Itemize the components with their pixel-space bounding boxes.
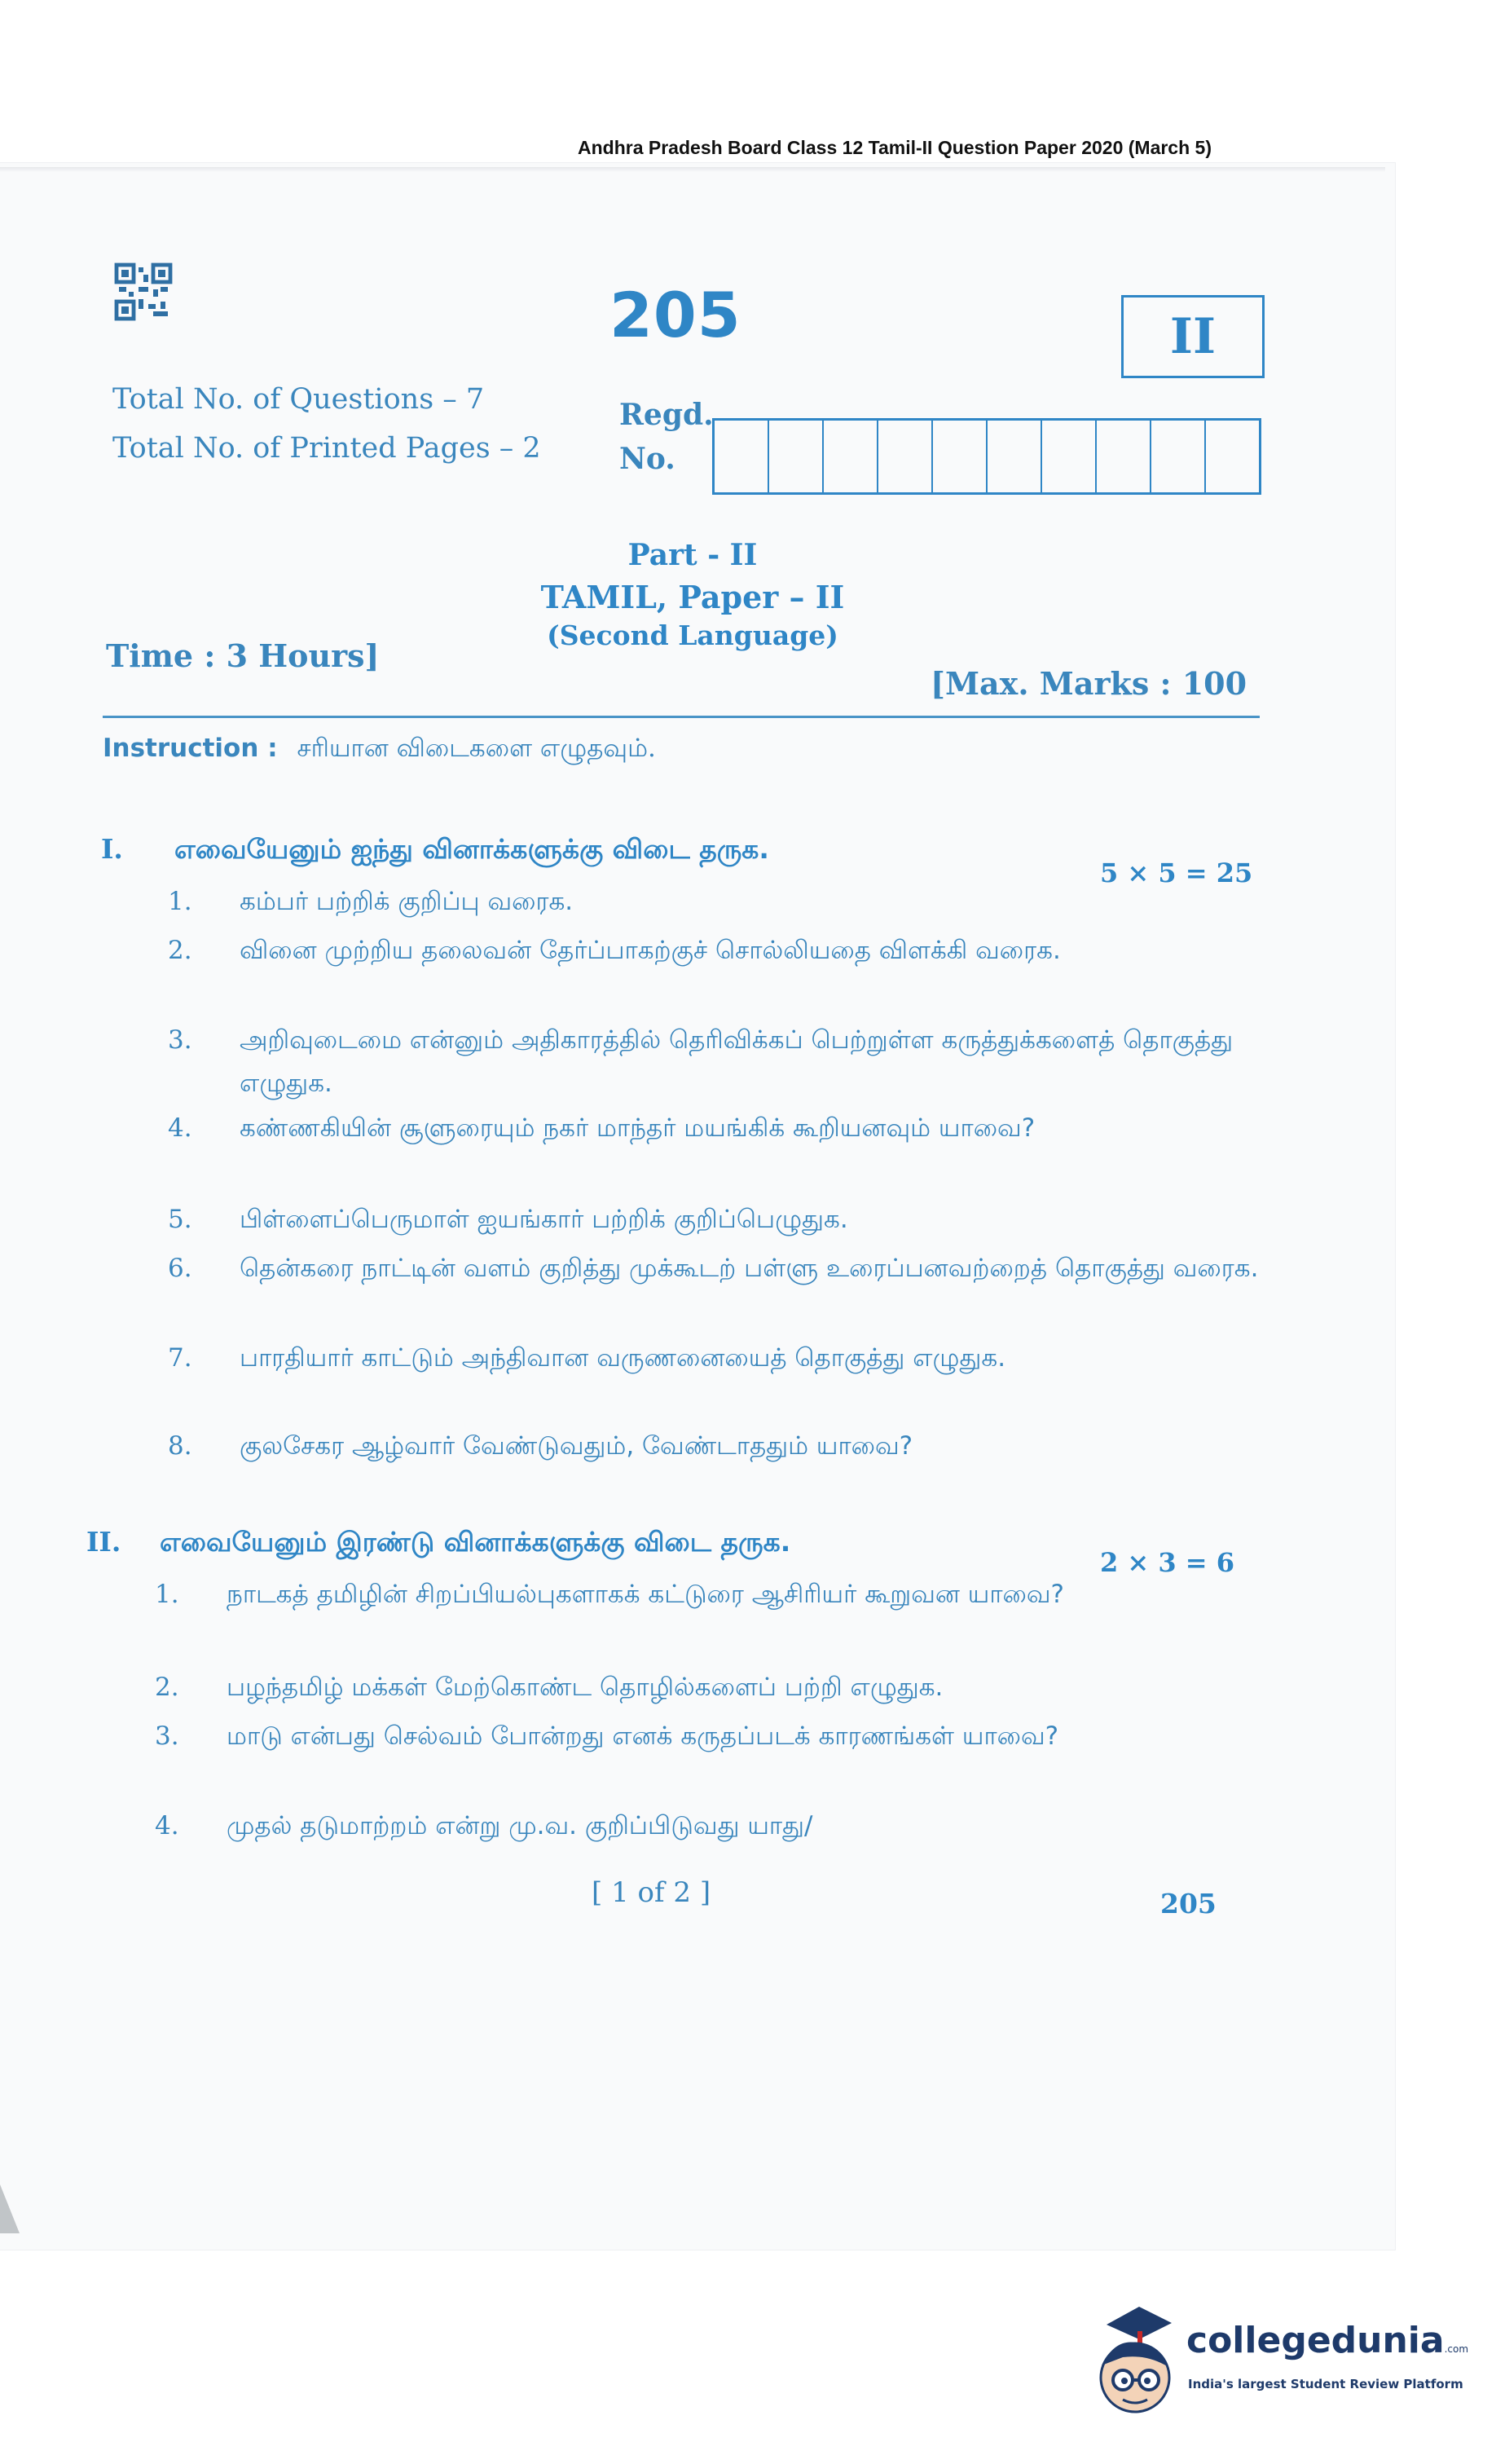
regd-label: Regd.: [619, 398, 714, 432]
student-mascot-icon: [1090, 2300, 1180, 2431]
logo-tagline: India's largest Student Review Platform: [1188, 2377, 1463, 2391]
divider: [103, 716, 1260, 718]
instruction-text: சரியான விடைகளை எழுதவும்.: [297, 734, 656, 763]
language-heading: (Second Language): [547, 619, 838, 651]
question-text: குலசேகர ஆழ்வார் வேண்டுவதும், வேண்டாததும் யாவை?: [240, 1431, 913, 1461]
question-number: 7.: [168, 1343, 192, 1373]
regd-number-boxes: [712, 418, 1261, 495]
question-text: தென்கரை நாட்டின் வளம் குறித்து முக்கூடற் பள்ளு உரைப்பனவற்றைத் தொகுத்து வரைக.: [240, 1254, 1259, 1283]
question-number: 5.: [168, 1205, 192, 1234]
scan-edge: [0, 167, 1385, 172]
section-number: I.: [101, 833, 123, 865]
part-heading: Part - II: [627, 538, 758, 572]
question-text: முதல் தடுமாற்றம் என்று மு.வ. குறிப்பிடுவது யாது/: [227, 1811, 813, 1840]
question-text: கண்ணகியின் சூளுரையும் நகர் மாந்தர் மயங்கிக் கூறியனவும் யாவை?: [240, 1113, 1036, 1143]
question-number: 3.: [168, 1025, 192, 1055]
question-text: பழந்தமிழ் மக்கள் மேற்கொண்ட தொழில்களைப் பற்றி எழுதுக.: [227, 1673, 944, 1702]
question-number: 8.: [168, 1431, 192, 1461]
question-number: 6.: [168, 1254, 192, 1283]
page-indicator: [ 1 of 2 ]: [592, 1876, 711, 1909]
question-text: பிள்ளைப்பெருமாள் ஐயங்கார் பற்றிக் குறிப்பெழுதுக.: [240, 1205, 848, 1234]
logo-wordmark: [1186, 2320, 1468, 2361]
question-number: 2.: [168, 936, 192, 965]
question-text: மாடு என்பது செல்வம் போன்றது எனக் கருதப்படக் காரணங்கள் யாவை?: [227, 1721, 1059, 1751]
regd-no-label: No.: [619, 442, 675, 476]
paper-code: 205: [609, 279, 741, 351]
qr-code-icon: [114, 262, 173, 321]
max-marks: [Max. Marks : 100: [931, 665, 1247, 702]
question-number: 1.: [168, 887, 192, 916]
section-2-marks: 2 × 3 = 6: [1100, 1547, 1234, 1578]
question-number: 3.: [155, 1721, 179, 1751]
question-number: 2.: [155, 1673, 179, 1702]
instruction-label: Instruction :: [103, 734, 278, 763]
section-title: எவையேனும் இரண்டு வினாக்களுக்கு விடை தருக.: [160, 1526, 791, 1558]
question-text: கம்பர் பற்றிக் குறிப்பு வரைக.: [240, 887, 574, 916]
question-text: பாரதியார் காட்டும் அந்திவான வருணனையைத் தொகுத்து எழுதுக.: [240, 1343, 1006, 1373]
subject-heading: TAMIL, Paper – II: [540, 579, 845, 615]
logo-name: collegedunia: [1186, 2320, 1445, 2361]
question-text: வினை முற்றிய தலைவன் தேர்ப்பாகற்குச் சொல்லியதை விளக்கி வரைக.: [240, 936, 1061, 965]
question-text: அறிவுடைமை என்னும் அதிகாரத்தில் தெரிவிக்கப் பெற்றுள்ள கருத்துக்களைத் தொகுத்து எழுதுக.: [240, 1025, 1234, 1098]
section-title: எவையேனும் ஐந்து வினாக்களுக்கு விடை தருக.: [174, 833, 769, 865]
collegedunia-logo[interactable]: [1090, 2300, 1469, 2431]
total-pages: Total No. of Printed Pages – 2: [112, 432, 541, 465]
footer-paper-code: 205: [1160, 1888, 1217, 1920]
scan-artifact: [0, 2184, 20, 2233]
instruction: [103, 734, 656, 766]
question-number: 1.: [155, 1580, 179, 1609]
question-number: 4.: [168, 1113, 192, 1143]
logo-suffix: .com: [1444, 2343, 1469, 2355]
total-questions: Total No. of Questions – 7: [112, 383, 485, 416]
time-allowed: Time : 3 Hours]: [106, 637, 380, 674]
part-box: II: [1121, 295, 1265, 378]
section-number: II.: [86, 1526, 121, 1558]
question-number: 4.: [155, 1811, 179, 1840]
section-1-marks: 5 × 5 = 25: [1100, 857, 1253, 888]
question-text: நாடகத் தமிழின் சிறப்பியல்புகளாகக் கட்டுரை ஆசிரியர் கூறுவன யாவை?: [227, 1580, 1065, 1609]
page-header: Andhra Pradesh Board Class 12 Tamil-II Question Paper 2020 (March 5): [578, 137, 1212, 158]
